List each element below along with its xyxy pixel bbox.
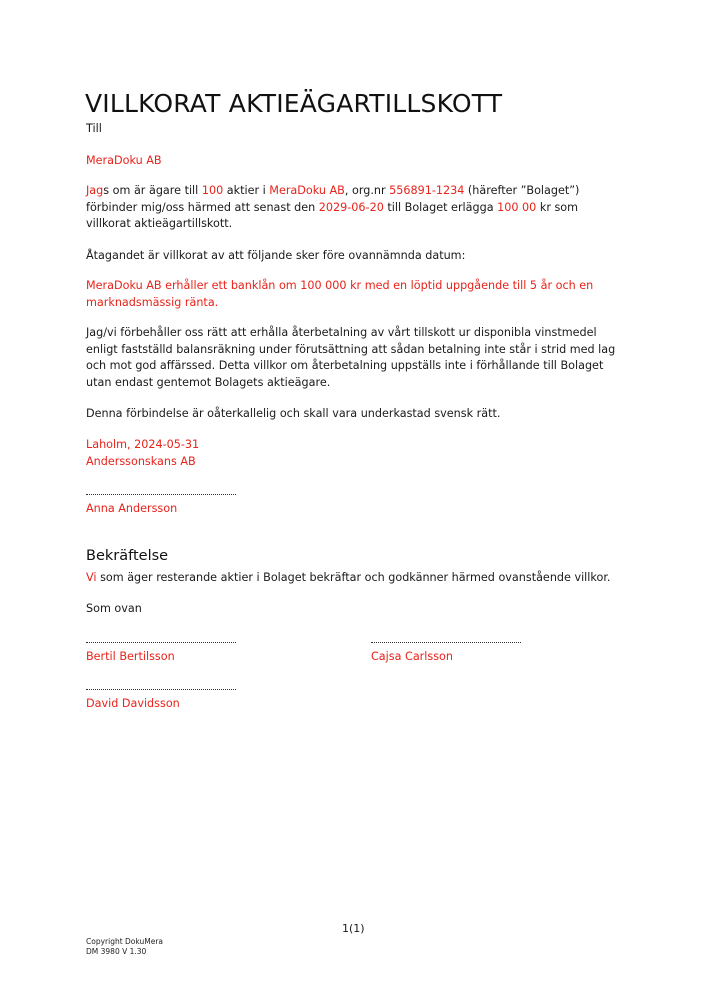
intro-paragraph: Jags om är ägare till 100 aktier i MeraDoku AB, org.nr 556891-1234 (härefter ”Bolaget”) förbinder mig/oss härmed att senast den 2029-06-20 till Bolaget erlägga 100 00 kr som villkorat aktieägartillskott. bbox=[86, 184, 580, 230]
repayment-paragraph: Jag/vi förbehåller oss rätt att erhålla återbetalning av vårt tillskott ur disponibla vinstmedel enligt fastställd balansräkning under förutsättning att sådan betalning inte står i strid med lag och mot god affärssed. Detta villkor om återbetalning uppställs inte i förhållande till Bolaget utan endast gentemot Bolagets aktieägare. bbox=[86, 326, 616, 389]
place-date: Laholm, 2024-05-31 bbox=[86, 438, 200, 451]
amount-field: 100 00 bbox=[497, 200, 537, 214]
shareholder-field: Jag bbox=[86, 184, 104, 197]
footer-version: DM 3980 V 1.30 bbox=[86, 947, 147, 956]
document-title: VILLKORAT AKTIEÄGARTILLSKOTT bbox=[85, 89, 503, 118]
co-signer-name: David Davidsson bbox=[86, 697, 180, 710]
shares-field: 100 bbox=[201, 184, 224, 197]
page-number: 1(1) bbox=[342, 922, 365, 935]
signature-line bbox=[86, 689, 236, 690]
footer-copyright: Copyright DokuMera bbox=[86, 937, 164, 946]
same-as-above: Som ovan bbox=[86, 602, 142, 615]
irrevocable-paragraph: Denna förbindelse är oåterkallelig och skall vara underkastad svensk rätt. bbox=[86, 407, 501, 420]
signature-line bbox=[86, 494, 236, 495]
to-label: Till bbox=[86, 122, 102, 135]
pronoun-field: Vi bbox=[86, 571, 97, 584]
condition-text: MeraDoku AB erhåller ett banklån om 100 000 kr med en löptid uppgående till 5 år och en marknadsmässig ränta. bbox=[86, 279, 594, 309]
org-nr-field: 556891-1234 bbox=[389, 184, 465, 197]
company-field: MeraDoku AB bbox=[269, 184, 345, 197]
signature-line bbox=[86, 642, 236, 643]
signer-name: Anna Andersson bbox=[86, 502, 178, 515]
co-signer-name: Bertil Bertilsson bbox=[86, 650, 175, 663]
co-signer-name: Cajsa Carlsson bbox=[371, 650, 453, 663]
deadline-field: 2029-06-20 bbox=[318, 200, 384, 214]
condition-intro: Åtagandet är villkorat av att följande sker före ovannämnda datum: bbox=[86, 249, 466, 262]
signer-company: Anderssonskans AB bbox=[86, 455, 196, 468]
confirmation-heading: Bekräftelse bbox=[86, 548, 169, 564]
signature-line bbox=[371, 642, 521, 643]
confirmation-text: Vi som äger resterande aktier i Bolaget bekräftar och godkänner härmed ovanstående villkor. bbox=[86, 571, 611, 584]
recipient-company: MeraDoku AB bbox=[86, 154, 162, 167]
